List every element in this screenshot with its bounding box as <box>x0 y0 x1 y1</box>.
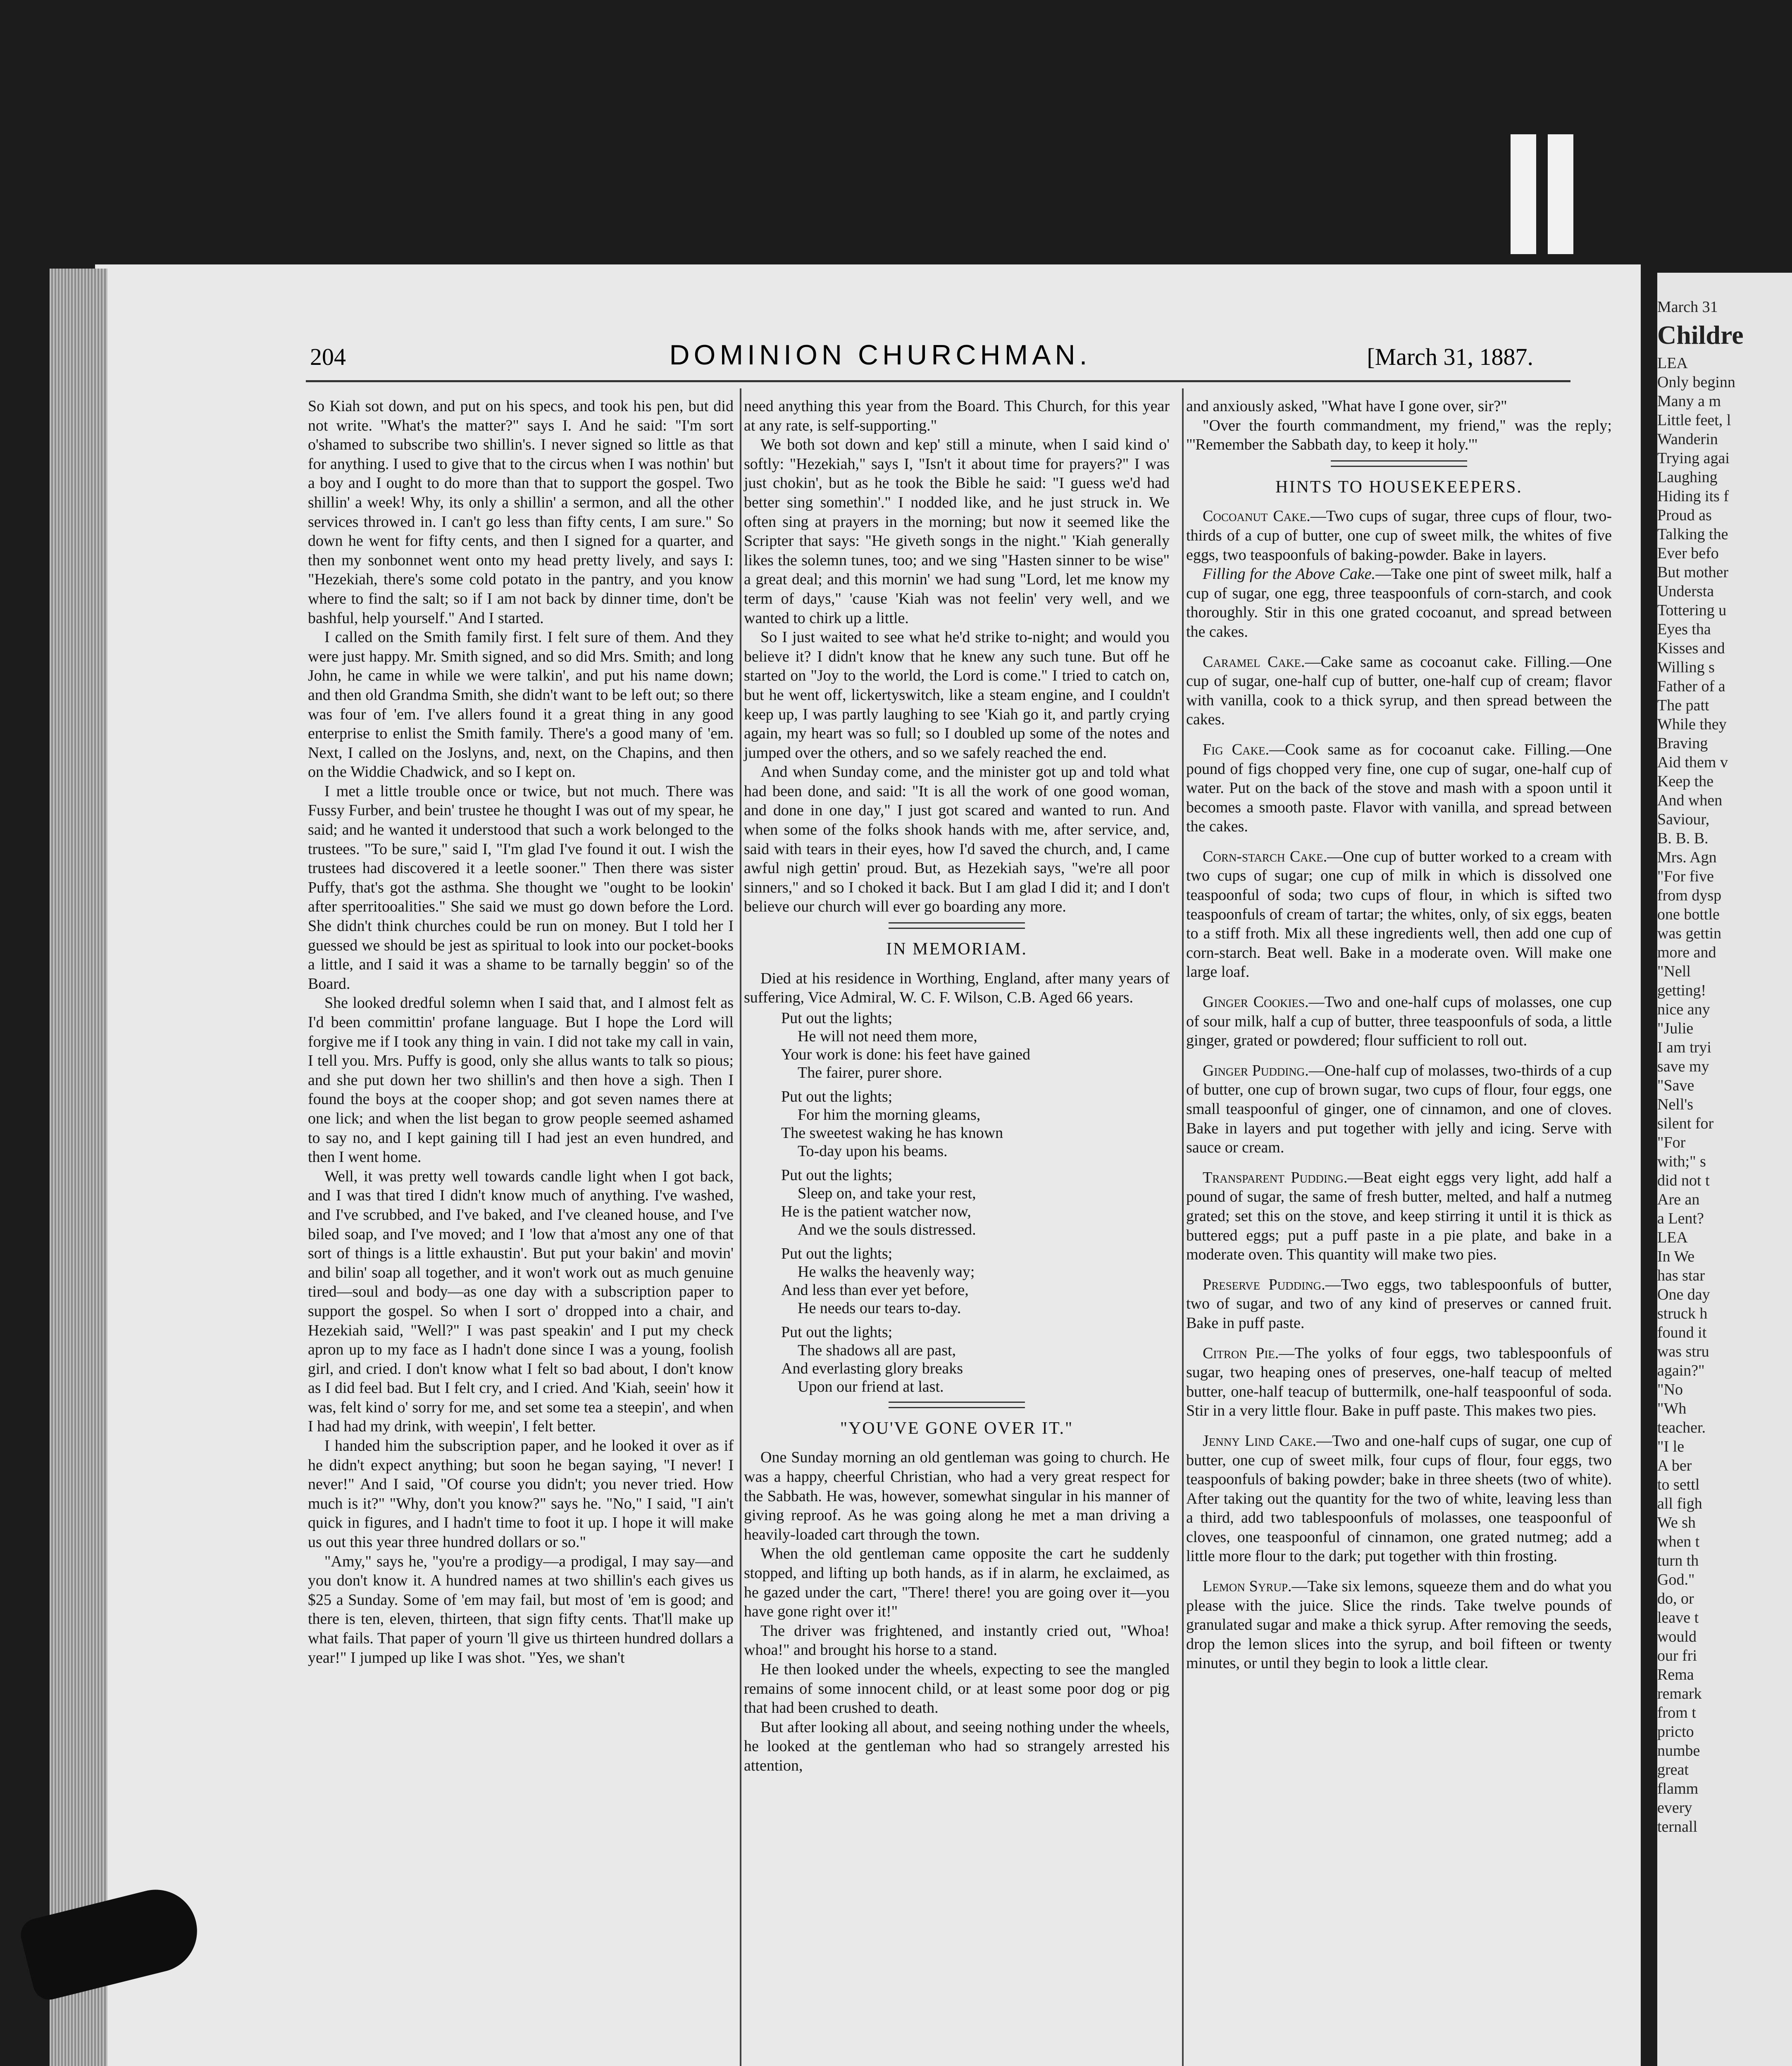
recipe-text: —Two and one-half cups of molasses, one cup of sour milk, half a cup of butter, three teaspoonfuls of soda, a little ginger, grated or powdered; flour sufficient to roll out. <box>1186 993 1612 1050</box>
story-heading: "YOU'VE GONE OVER IT." <box>840 1419 1074 1438</box>
next-page-line: from dysp <box>1657 887 1722 904</box>
column-1 <box>308 397 734 1667</box>
next-page-line: "Wh <box>1657 1400 1687 1417</box>
recipe-name: Transparent Pudding. <box>1203 1169 1348 1186</box>
recipe-name: Jenny Lind Cake. <box>1203 1432 1317 1450</box>
poem-line: Put out the lights; <box>781 1166 893 1184</box>
poem-stanza <box>781 1245 1170 1317</box>
next-page-line: Father of a <box>1657 678 1725 695</box>
next-page-line: LEA <box>1657 1229 1688 1246</box>
next-page-line: A ber <box>1657 1457 1692 1474</box>
next-page-line: ternall <box>1657 1818 1698 1835</box>
next-page-line: "For five <box>1657 868 1714 885</box>
next-page-line: nice any <box>1657 1001 1710 1018</box>
next-page-line: teacher. <box>1657 1419 1706 1436</box>
recipe-name: Citron Pie. <box>1203 1344 1279 1362</box>
next-page-line: "I le <box>1657 1438 1685 1455</box>
poem-stanza <box>781 1009 1170 1082</box>
recipe <box>1186 1577 1612 1673</box>
next-page-line: Ever befo <box>1657 545 1719 562</box>
recipe <box>1186 652 1612 729</box>
next-page-line: one bottle <box>1657 906 1720 923</box>
next-page-line: would <box>1657 1628 1697 1645</box>
next-page-line: Rema <box>1657 1666 1694 1683</box>
recipe <box>1186 564 1612 641</box>
next-page-line: Wanderin <box>1657 431 1718 448</box>
recipe-name: Cocoanut Cake. <box>1203 507 1311 525</box>
body-paragraph: But after looking all about, and seeing nothing under the wheels, he looked at the gentleman who had so strangely arrested his attention, <box>744 1718 1170 1774</box>
next-page-line: do, or <box>1657 1590 1694 1607</box>
body-paragraph: and anxiously asked, "What have I gone over, sir?" <box>1186 397 1507 415</box>
next-page-line: has star <box>1657 1267 1705 1284</box>
header-rule <box>306 380 1570 382</box>
poem-line: Put out the lights; <box>781 1009 893 1027</box>
next-page-line: And when <box>1657 792 1723 809</box>
next-page-line: Hiding its f <box>1657 488 1729 505</box>
next-page-line: Keep the <box>1657 773 1714 790</box>
next-page-line: Willing s <box>1657 659 1715 676</box>
recipe <box>1186 1344 1612 1421</box>
recipe-name: Corn-starch Cake. <box>1203 847 1327 865</box>
next-page-line: LEA <box>1657 355 1688 372</box>
section-rule <box>889 1402 1025 1408</box>
next-page-line: Proud as <box>1657 507 1712 524</box>
recipe-text: —Cake same as cocoanut cake. Filling.—One cup of sugar, one-half cup of butter, one-half cup of cream; flavor with vanilla, cook to a thick syrup, and then spread between the cakes. <box>1186 653 1612 728</box>
masthead-title: DOMINION CHURCHMAN. <box>669 339 1091 371</box>
next-page-line: did not t <box>1657 1172 1710 1189</box>
recipe-text: —Two and one-half cups of sugar, one cup of butter, one cup of sweet milk, four cups of flour, four eggs, two teaspoonfuls of baking powder; bake in three sheets (two of white). After taking out the quantity for the two of white, leaving less than a third, add two tablespoonfuls of molasses, one teaspoonful of cloves, one teaspoonful of cinnamon, one grated nutmeg; add a little more flour to the dark; put together with thin frosting. <box>1186 1432 1612 1565</box>
next-page-line: Little feet, l <box>1657 412 1731 429</box>
poem-line: Sleep on, and take your rest, <box>798 1184 976 1202</box>
next-page-line: when t <box>1657 1533 1700 1550</box>
next-page-line: Only beginn <box>1657 374 1735 391</box>
poem-line: The sweetest waking he has known <box>781 1124 1003 1142</box>
next-page-line: with;" s <box>1657 1153 1706 1170</box>
next-page-line: Childre <box>1657 320 1744 350</box>
recipe <box>1186 1275 1612 1333</box>
body-paragraph: She looked dredful solemn when I said that, and I almost felt as I'd been committin' profane language. But I hope the Lord will forgive me if I took any thing in vain. I did not take my call in vain, I tell you. Mrs. Puffy is good, only she allus wants to talk so pious; and she put down her two shillin's and then hove a sigh. Then I found the boys at the cooper shop; and got seven names there at one lick; and when the list began to grow people seemed ashamed to say no, and I kept gaining till I had jest an even hundred, and then I went home. <box>308 994 734 1166</box>
poem-stanza <box>781 1088 1170 1160</box>
recipe-text: —Two cups of sugar, three cups of flour, two-thirds of a cup of butter, one cup of sweet milk, the whites of five eggs, two teaspoonfuls of baking-powder. Bake in layers. <box>1186 507 1612 564</box>
next-page-line: "Save <box>1657 1077 1694 1094</box>
next-page-line: We sh <box>1657 1514 1696 1531</box>
recipe-name: Lemon Syrup. <box>1203 1578 1292 1595</box>
recipe <box>1186 993 1612 1050</box>
issue-date: [March 31, 1887. <box>1367 343 1533 370</box>
recipe-text: —The yolks of four eggs, two tablespoonfuls of sugar, two heaping ones of preserves, one-half teacup of melted butter, one-half teacup of buttermilk, one-half teaspoonful of soda. Stir in a very little flour. Bake in puff paste. This makes two pies. <box>1186 1344 1612 1420</box>
next-page-line: was stru <box>1657 1343 1709 1360</box>
body-paragraph: The driver was frightened, and instantly cried out, "Whoa! whoa!" and brought his horse to a stand. <box>744 1622 1170 1659</box>
next-page-line: Many a m <box>1657 393 1721 410</box>
film-mark <box>1511 134 1536 254</box>
poem-line: Put out the lights; <box>781 1323 893 1341</box>
poem-stanza <box>781 1166 1170 1239</box>
next-page-line: Saviour, <box>1657 811 1710 828</box>
next-page-line: remark <box>1657 1685 1702 1702</box>
body-paragraph: One Sunday morning an old gentleman was going to church. He was a happy, cheerful Christian, who had a very great respect for the Sabbath. He was, however, somewhat singular in his manner of giving reproof. As he was going along he met a man driving a heavily-loaded cart through the town. <box>744 1449 1170 1543</box>
poem-line: To-day upon his beams. <box>798 1142 948 1160</box>
next-page-line: silent for <box>1657 1115 1714 1132</box>
body-paragraph: "Over the fourth commandment, my friend," was the reply; "'Remember the Sabbath day, to keep it holy.'" <box>1186 417 1612 454</box>
next-page-line: One day <box>1657 1286 1710 1303</box>
next-page-line: Understa <box>1657 583 1714 600</box>
memoriam-intro: Died at his residence in Worthing, England, after many years of suffering, Vice Admiral, W. C. F. Wilson, C.B. Aged 66 years. <box>744 969 1170 1007</box>
next-page-line: save my <box>1657 1058 1709 1075</box>
next-page-line: Tottering u <box>1657 602 1727 619</box>
poem-line: For him the morning gleams, <box>798 1106 981 1123</box>
body-paragraph: Well, it was pretty well towards candle light when I got back, and I was that tired I didn't know much of anything. I've washed, and I've scrubbed, and I've baked, and I've cleaned house, and I've biled soap, and I've moved; and I 'low that a'most any one of that sort of things is a little exhaustin'. But put your bakin' and movin' and bilin' soap all together, and it won't work out as much genuine tired—soul and body—as one day with a subscription paper to support the gospel. So when I sort o' dropped into a chair, and Hezekiah said, "Well?" I was past speakin' and I put my check apron up to my face as I hadn't done since I was a young, foolish girl, and cried. I don't know what I felt so bad about, I don't know as I did feel bad. But I felt cry, and I cried. And 'Kiah, seein' how it was, felt kind o' sorry for me, and set some tea a steepin', and when I had had my drink, with weepin', I felt better. <box>308 1167 734 1435</box>
body-paragraph: He then looked under the wheels, expecting to see the mangled remains of some innocent child, or at least some poor dog or pig that had been crushed to death. <box>744 1660 1170 1717</box>
next-page-line: turn th <box>1657 1552 1699 1569</box>
body-paragraph: So Kiah sot down, and put on his specs, and took his pen, but did not write. "What's the matter?" says I. And he said: "I'm sort o'shamed to subscribe two shillin's. I never signed so little as that for anything. I used to give that to the circus when I was nothin' but a boy and I ought to do more than that to support the gospel. Two shillin' a week! Why, its only a shillin' a sermon, and all the other services throwed in. I can't go less than fifty cents, I am sure." So down he went for fifty cents, and then I signed for a quarter, and then my sonbonnet went onto my head pretty lively, and says I: "Hezekiah, there's some cold potato in the pantry, and you know where to find the salt; so if I am not back by dinner time, don't be bashful, help yourself." And I started. <box>308 397 734 627</box>
book-spine <box>50 269 107 2066</box>
next-page-line: getting! <box>1657 982 1706 999</box>
column-3 <box>1186 397 1612 1673</box>
next-page-line: flamm <box>1657 1780 1699 1797</box>
memoriam-heading: IN MEMORIAM. <box>886 940 1027 959</box>
next-page-line: Trying agai <box>1657 450 1730 467</box>
recipe-text: —One cup of butter worked to a cream with two cups of sugar; one cup of milk in which is dissolved one teaspoonful of soda; two cups of flour, in which is sifted two teaspoonfuls of cream of tartar; the whites, only, of six eggs, beaten to a stiff froth. Mix all these ingredients well, then add one cup of corn-starch. Beat well. Bake in a moderate oven. Will make one large loaf. <box>1186 847 1612 981</box>
next-page-line: was gettin <box>1657 925 1722 942</box>
body-paragraph: "Amy," says he, "you're a prodigy—a prodigal, I may say—and you don't know it. A hundred names at two shillin's each gives us $25 a Sunday. Some of 'em may fail, but most of 'em is good; and there is ten, eleven, thirteen, that sign fifty cents. That'll make up what fails. That paper of yourn 'll give us thirteen hundred dollars a year!" I jumped up like I was shot. "Yes, we shan't <box>308 1552 734 1666</box>
next-page-line: "No <box>1657 1381 1683 1398</box>
poem-line: He needs our tears to-day. <box>798 1299 961 1317</box>
recipe-text: —Beat eight eggs very light, add half a pound of sugar, the same of fresh butter, melted, and half a nutmeg grated; set this on the stove, and keep stirring it until it is thick as buttered eggs; put a puff paste in a pie plate, and bake in a moderate oven. This quantity will make two pies. <box>1186 1169 1612 1264</box>
column-rule <box>740 388 741 2066</box>
next-page-line: Kisses and <box>1657 640 1725 657</box>
next-page-line: to settl <box>1657 1476 1700 1493</box>
poem-line: And less than ever yet before, <box>781 1281 969 1299</box>
body-paragraph: We both sot down and kep' still a minute, when I said kind o' softly: "Hezekiah," says I, "Isn't it about time for prayers?" I was just chokin', but as he took the Bible he said: "I guess we'd had better sing somethin'." I nodded like, and he just struck in. We often sing at prayers in the morning; but now it seemed like the Scripter that says: "He giveth songs in the night." 'Kiah generally likes the solemn tunes, too; and we sing "Hasten sinner to be wise" a great deal; and this mornin' we had sung "Lord, let me know my term of days," 'cause 'Kiah was not feelin' very well, and we wanted to chirk up a little. <box>744 436 1170 627</box>
next-page-line: Eyes tha <box>1657 621 1711 638</box>
next-page-line: every <box>1657 1799 1692 1816</box>
film-mark <box>1548 134 1573 254</box>
recipe <box>1186 1431 1612 1566</box>
section-rule <box>889 922 1025 929</box>
next-page-line: all figh <box>1657 1495 1702 1512</box>
body-paragraph: So I just waited to see what he'd strike to-night; and would you believe it? I didn't know that he knew any such tune. But off he started on "Joy to the world, the Lord is come." I tried to catch on, but he went off, lickertyswitch, like a steam engine, and I couldn't keep up, I was partly laughing to see 'Kiah go it, and partly crying again, my heart was so full; so I doubled up some of the notes and jumped over the others, and so we safely reached the end. <box>744 628 1170 762</box>
poem-line: He will not need them more, <box>798 1027 977 1045</box>
recipe-name: Filling for the Above Cake. <box>1203 565 1375 583</box>
next-page-line: Aid them v <box>1657 754 1728 771</box>
next-page-line: Braving <box>1657 735 1708 752</box>
next-page-line: great <box>1657 1761 1689 1778</box>
body-paragraph: I handed him the subscription paper, and he looked it over as if he didn't expect anything; but soon he began saying, "I never! I never!" And I said, "Of course you didn't; you never tried. How much is it?" "Why, don't you know?" says he. "No," I said, "I ain't quick in figures, and I hadn't time to foot it up. I hope it will make us out this year three hundred dollars or so." <box>308 1437 734 1551</box>
next-page-line: The patt <box>1657 697 1709 714</box>
next-page-line: God." <box>1657 1571 1695 1588</box>
recipe <box>1186 847 1612 982</box>
poem-line: And we the souls distressed. <box>798 1221 976 1238</box>
poem-line: Upon our friend at last. <box>798 1378 944 1395</box>
body-paragraph: And when Sunday come, and the minister got up and told what had been done, and said: "It is all the work of one good woman, and done in one day," I just got scared and wanted to run. And when some of the folks shook hands with me, after service, and, said with tears in their eyes, how I'd saved the church, and, I came awful nigh gettin' proud. But, as Hezekiah says, "we're all poor sinners," and so I choked it back. But I am glad I did it; and I don't believe our church will ever go boarding any more. <box>744 763 1170 916</box>
next-page-line: "For <box>1657 1134 1686 1151</box>
next-page-line: Laughing <box>1657 469 1718 486</box>
recipe-text: —One-half cup of molasses, two-thirds of a cup of butter, one cup of brown sugar, two cups of flour, four eggs, one small teaspoonful of ginger, one of cinnamon, and one of cloves. Bake in layers and put together with jelly and icing. Serve with sauce or cream. <box>1186 1062 1612 1157</box>
column-rule <box>1182 388 1184 2066</box>
next-page-line: leave t <box>1657 1609 1699 1626</box>
next-page-line: In We <box>1657 1248 1695 1265</box>
column-2 <box>744 397 1170 1776</box>
next-page-line: I am tryi <box>1657 1039 1711 1056</box>
section-rule <box>1331 460 1467 467</box>
poem-line: Put out the lights; <box>781 1088 893 1105</box>
recipe-text: —Two eggs, two tablespoonfuls of butter, two of sugar, and two of any kind of preserves or canned fruit. Bake in puff paste. <box>1186 1276 1612 1332</box>
recipe-name: Ginger Cookies. <box>1203 993 1309 1011</box>
next-page-line: our fri <box>1657 1647 1697 1664</box>
poem-line: And everlasting glory breaks <box>781 1359 963 1377</box>
next-page-line: a Lent? <box>1657 1210 1704 1227</box>
poem-line: Put out the lights; <box>781 1245 893 1262</box>
poem-line: Your work is done: his feet have gained <box>781 1045 1030 1063</box>
recipe <box>1186 1168 1612 1264</box>
next-page-line: Talking the <box>1657 526 1728 543</box>
recipe-text: —Take one pint of sweet milk, half a cup of sugar, one egg, three teaspoonfuls of corn-starch, and cook thoroughly. Stir in this one grated cocoanut, and spread between the cakes. <box>1186 565 1612 640</box>
next-page-line: again?" <box>1657 1362 1705 1379</box>
next-page-line: Are an <box>1657 1191 1700 1208</box>
next-page-line: "Nell <box>1657 963 1691 980</box>
next-page-line: from t <box>1657 1704 1696 1721</box>
next-page-line: numbe <box>1657 1742 1700 1759</box>
recipe-name: Preserve Pudding. <box>1203 1276 1325 1293</box>
poem-line: He is the patient watcher now, <box>781 1202 971 1220</box>
hints-heading: HINTS TO HOUSEKEEPERS. <box>1275 477 1523 497</box>
recipe-name: Ginger Pudding. <box>1203 1062 1309 1079</box>
poem-line: The fairer, purer shore. <box>798 1064 942 1081</box>
body-paragraph: I met a little trouble once or twice, but not much. There was Fussy Furber, and bein' trustee he thought I was out of my spear, he said; and he wanted it understood that such a work belonged to the trustees. "To be sure," said I, "I'm glad I've found it out. I wish the trustees had discovered it a leetle sooner." Then there was sister Puffy, that's got the asthma. She thought we "ought to be lookin' after sperritooalities." She said we must go down before the Lord. She didn't think churches could be run on money. But I told her I guessed we should be jest as spiritual to look into our pocket-books a little, and I said it was a shame to be tarnally beggin' so of the Board. <box>308 782 734 993</box>
recipe <box>1186 740 1612 836</box>
recipe-text: —Take six lemons, squeeze them and do what you please with the juice. Slice the rinds. Take twelve pounds of granulated sugar and make a thick syrup. After removing the seeds, drop the lemon slices into the syrup, and boil fifteen or twenty minutes, or until they begin to look a little clear. <box>1186 1578 1612 1672</box>
next-page-line: "Julie <box>1657 1020 1694 1037</box>
poem-line: The shadows all are past, <box>798 1341 956 1359</box>
body-paragraph: I called on the Smith family first. I felt sure of them. And they were just happy. Mr. Smith signed, and so did Mrs. Smith; and long John, he came in while we were talkin', and put his name down; and then old Grandma Smith, she didn't want to be left out; so there was four of 'em. I've allers found it a great thing in any good enterprise to enlist the Smith family. There's a good many of 'em. Next, I called on the Joslyns, and, next, on the Chapins, and then on the Widdie Chadwick, and so I kept on. <box>308 628 734 781</box>
next-page-line: While they <box>1657 716 1727 733</box>
next-page-line: struck h <box>1657 1305 1708 1322</box>
adjacent-page-fragment <box>1657 273 1792 2066</box>
body-paragraph: need anything this year from the Board. This Church, for this year at any rate, is self-supporting." <box>744 397 1170 434</box>
poem-stanza <box>781 1323 1170 1396</box>
recipe <box>1186 507 1612 564</box>
next-page-line: pricto <box>1657 1723 1694 1740</box>
poem-line: He walks the heavenly way; <box>798 1263 975 1281</box>
next-page-line: March 31 <box>1657 298 1718 316</box>
next-page-line: B. B. B. <box>1657 830 1709 847</box>
recipe-name: Fig Cake. <box>1203 740 1269 758</box>
next-page-line: Nell's <box>1657 1096 1694 1113</box>
page-header <box>215 335 1546 380</box>
next-page-line: found it <box>1657 1324 1707 1341</box>
body-paragraph: When the old gentleman came opposite the cart he suddenly stopped, and lifting up both hands, as if in alarm, he exclaimed, as he gazed under the cart, "There! there! you are going over it—you have gone right over it!" <box>744 1545 1170 1621</box>
recipe-name: Caramel Cake. <box>1203 653 1305 671</box>
recipe-text: —Cook same as for cocoanut cake. Filling.—One pound of figs chopped very fine, one cup of sugar, one-half cup of water. Put on the back of the stove and mash with a spoon until it becomes a smooth paste. Flavor with vanilla, and spread between the cakes. <box>1186 740 1612 835</box>
page-number: 204 <box>310 343 346 370</box>
next-page-line: Mrs. Agn <box>1657 849 1717 866</box>
recipe <box>1186 1061 1612 1157</box>
next-page-line: But mother <box>1657 564 1729 581</box>
next-page-line: more and <box>1657 944 1716 961</box>
